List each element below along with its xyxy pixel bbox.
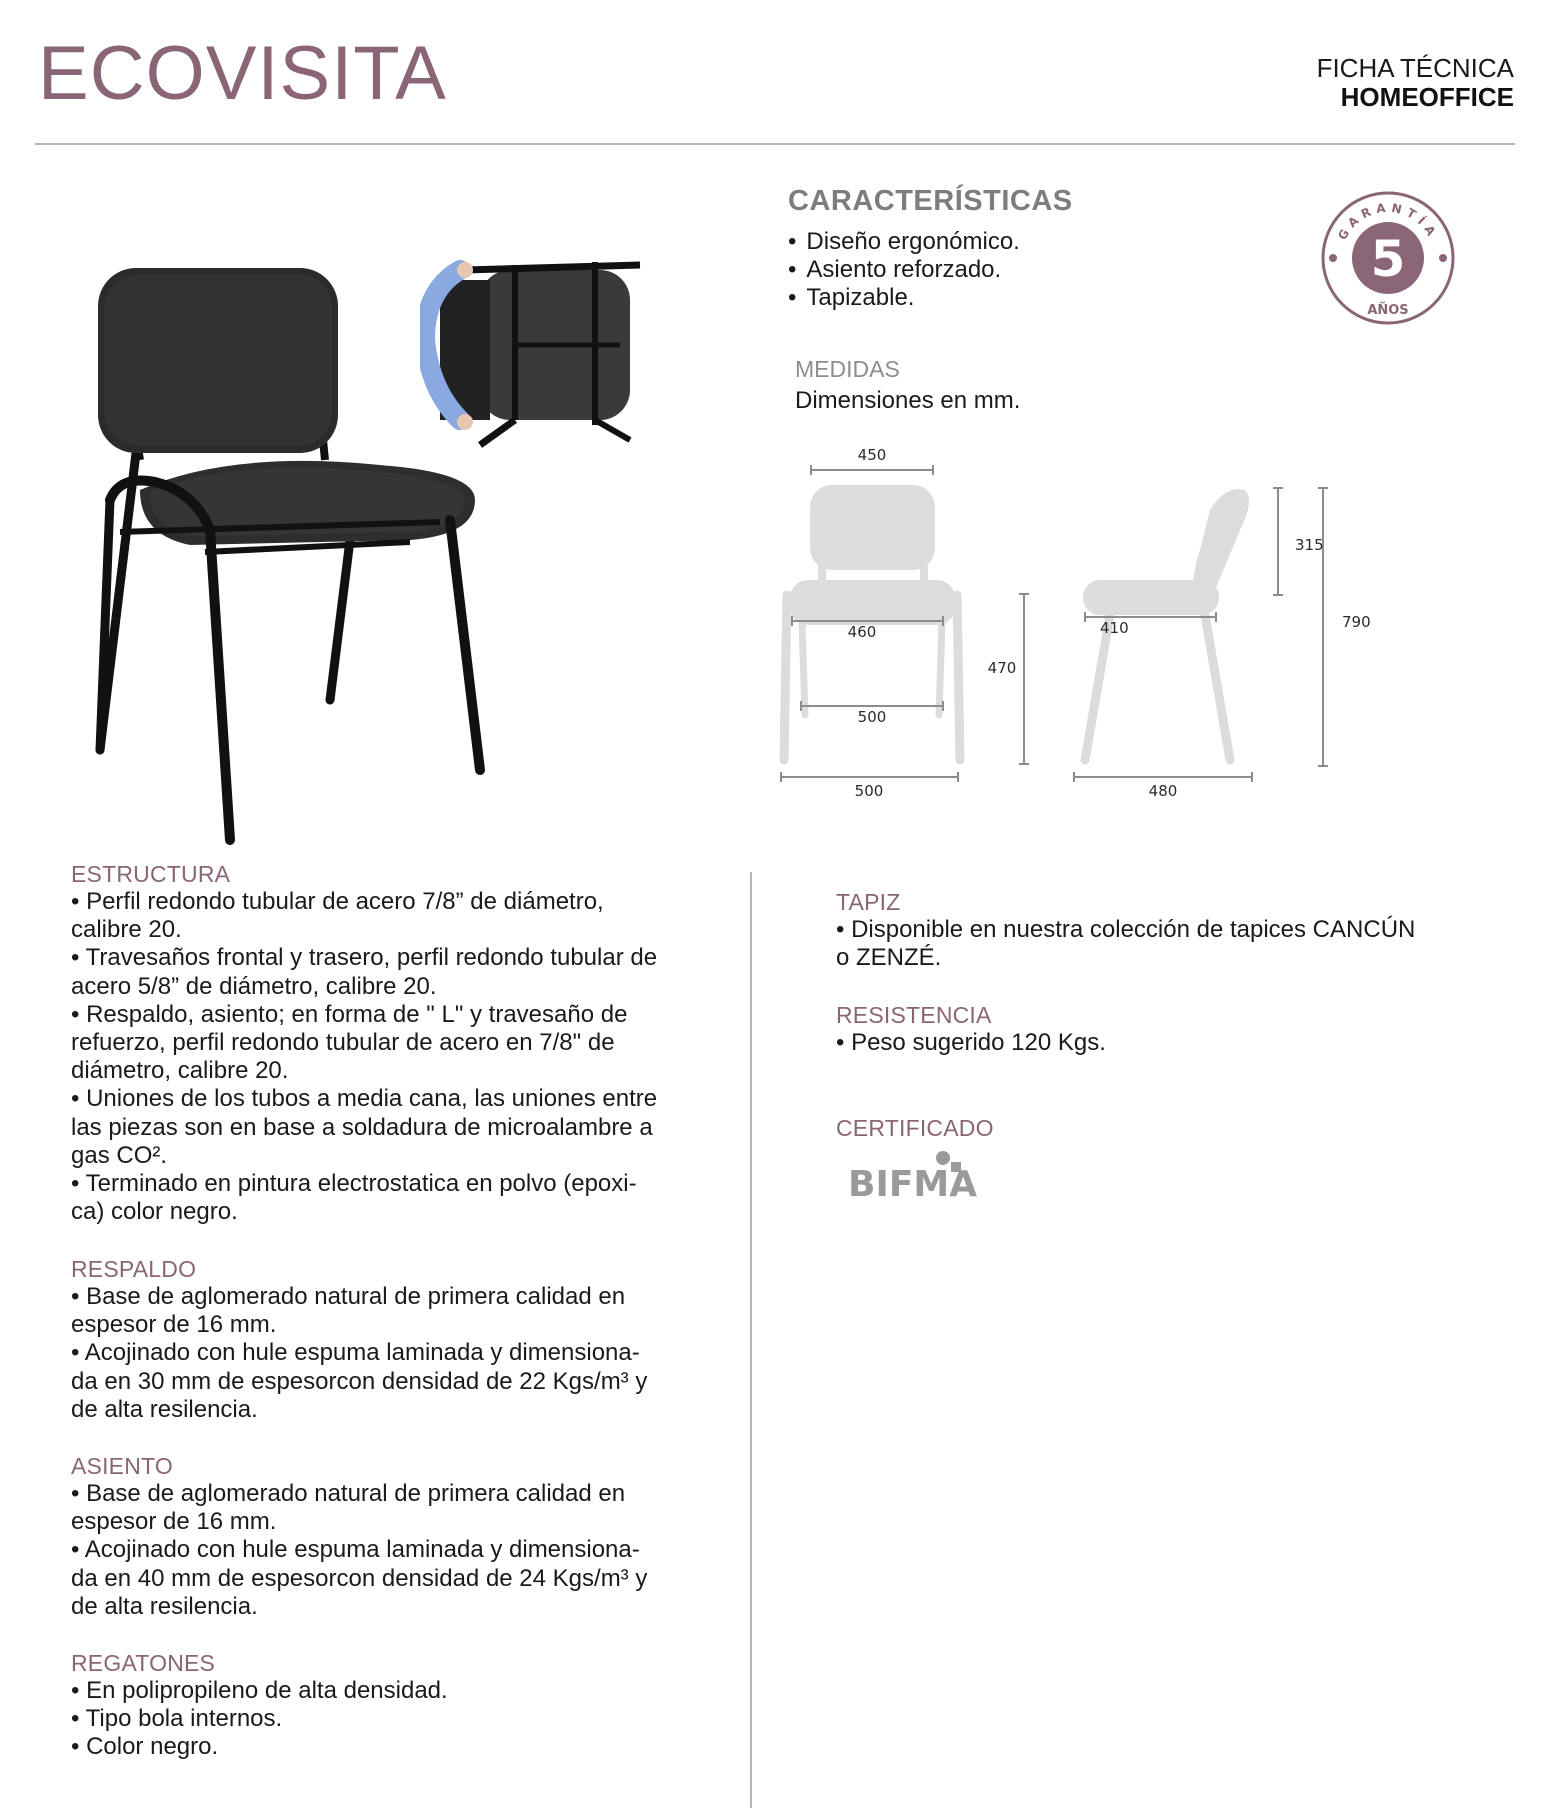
svg-text:790: 790 [1342, 613, 1371, 631]
feature-item: • Tapizable. [788, 284, 1020, 312]
svg-text:410: 410 [1100, 619, 1129, 637]
measures-subtitle: Dimensiones en mm. [795, 387, 1021, 414]
body-line: acero 5/8” de diámetro, calibre 20. [71, 972, 437, 1000]
body-line: • Perfil redondo tubular de acero 7/8” de diámetro, [71, 888, 604, 915]
body-line: de alta resilencia. [71, 1395, 258, 1423]
section-body [71, 1677, 711, 1762]
svg-text:470: 470 [987, 659, 1017, 677]
section-body [836, 916, 1486, 972]
section-estructura [71, 860, 711, 1226]
body-line: da en 30 mm de espesorcon densidad de 22 Kgs/m³ y [71, 1367, 648, 1395]
body-line: • Color negro. [71, 1733, 219, 1761]
product-line-label: HOMEOFFICE [1340, 82, 1514, 113]
features-list [788, 228, 1020, 312]
body-line: • Acojinado con hule espuma laminada y dimensiona- [71, 1339, 640, 1367]
feature-item: • Asiento reforzado. [788, 256, 1020, 284]
section-title: REGATONES [71, 1650, 216, 1676]
svg-text:315: 315 [1295, 536, 1324, 554]
svg-text:450: 450 [857, 446, 887, 464]
body-line: calibre 20. [71, 916, 182, 944]
section-asiento [71, 1452, 711, 1621]
section-title: ESTRUCTURA [71, 861, 231, 887]
body-line: espesor de 16 mm. [71, 1311, 277, 1339]
column-divider [750, 872, 752, 1808]
body-line: • Terminado en pintura electrostatica en polvo (epoxi- [71, 1170, 637, 1198]
section-title: CERTIFICADO [836, 1115, 994, 1141]
body-line: espesor de 16 mm. [71, 1508, 277, 1536]
body-line: • Base de aglomerado natural de primera calidad en [71, 1480, 626, 1507]
section-regatones [71, 1649, 711, 1762]
body-line: da en 40 mm de espesorcon densidad de 24 Kgs/m³ y [71, 1564, 648, 1592]
body-line: • En polipropileno de alta densidad. [71, 1677, 448, 1704]
body-line: • Disponible en nuestra colección de tapices CANCÚN [836, 916, 1416, 943]
measures-title: MEDIDAS [795, 356, 900, 382]
body-line: • Tipo bola internos. [71, 1705, 283, 1733]
bifma-logo [848, 1150, 988, 1200]
section-body [71, 1283, 711, 1424]
body-line: de alta resilencia. [71, 1592, 258, 1620]
body-line: • Acojinado con hule espuma laminada y dimensiona- [71, 1536, 640, 1564]
section-body [71, 1480, 711, 1621]
section-body [836, 1029, 1486, 1057]
body-line: ca) color negro. [71, 1198, 238, 1226]
section-resistencia [836, 1001, 1486, 1057]
section-tapiz [836, 888, 1486, 972]
body-line: o ZENZÉ. [836, 944, 942, 972]
section-title: ASIENTO [71, 1453, 173, 1479]
badge-top-text: GARANTÍA [1335, 200, 1441, 243]
doc-type-block [1317, 54, 1514, 112]
svg-text:460: 460 [847, 623, 877, 641]
dimensions-diagram [770, 440, 1390, 810]
svg-text:500: 500 [854, 782, 884, 800]
body-line: refuerzo, perfil redondo tubular de acero en 7/8" de [71, 1029, 615, 1057]
section-title: RESISTENCIA [836, 1002, 992, 1028]
header-divider [35, 143, 1515, 145]
warranty-badge [1320, 190, 1456, 326]
bifma-text: BIFMA [848, 1164, 978, 1200]
badge-bottom-text: AÑOS [1367, 303, 1409, 318]
body-line: las piezas son en base a soldadura de microalambre a [71, 1113, 653, 1141]
svg-text:500: 500 [857, 708, 887, 726]
badge-number: 5 [1370, 230, 1406, 288]
body-line: • Uniones de los tubos a media cana, las uniones entre [71, 1085, 658, 1113]
body-line: diámetro, calibre 20. [71, 1057, 289, 1085]
body-line: • Respaldo, asiento; en forma de " L" y travesaño de [71, 1000, 628, 1028]
section-respaldo [71, 1255, 711, 1424]
svg-text:480: 480 [1148, 782, 1178, 800]
section-title: TAPIZ [836, 889, 901, 915]
feature-item: • Diseño ergonómico. [788, 228, 1020, 256]
section-certificado [836, 1114, 1486, 1142]
doc-type-label: FICHA TÉCNICA [1316, 53, 1514, 83]
chair-underside-photo [420, 250, 650, 460]
body-line: • Travesaños frontal y trasero, perfil redondo tubular de [71, 944, 658, 972]
section-title: RESPALDO [71, 1256, 197, 1282]
body-line: • Base de aglomerado natural de primera calidad en [71, 1283, 626, 1310]
section-body [71, 888, 711, 1226]
product-title: ECOVISITA [38, 31, 447, 116]
features-title: CARACTERÍSTICAS [788, 185, 1073, 217]
body-line: • Peso sugerido 120 Kgs. [836, 1029, 1106, 1056]
body-line: gas CO². [71, 1141, 168, 1169]
